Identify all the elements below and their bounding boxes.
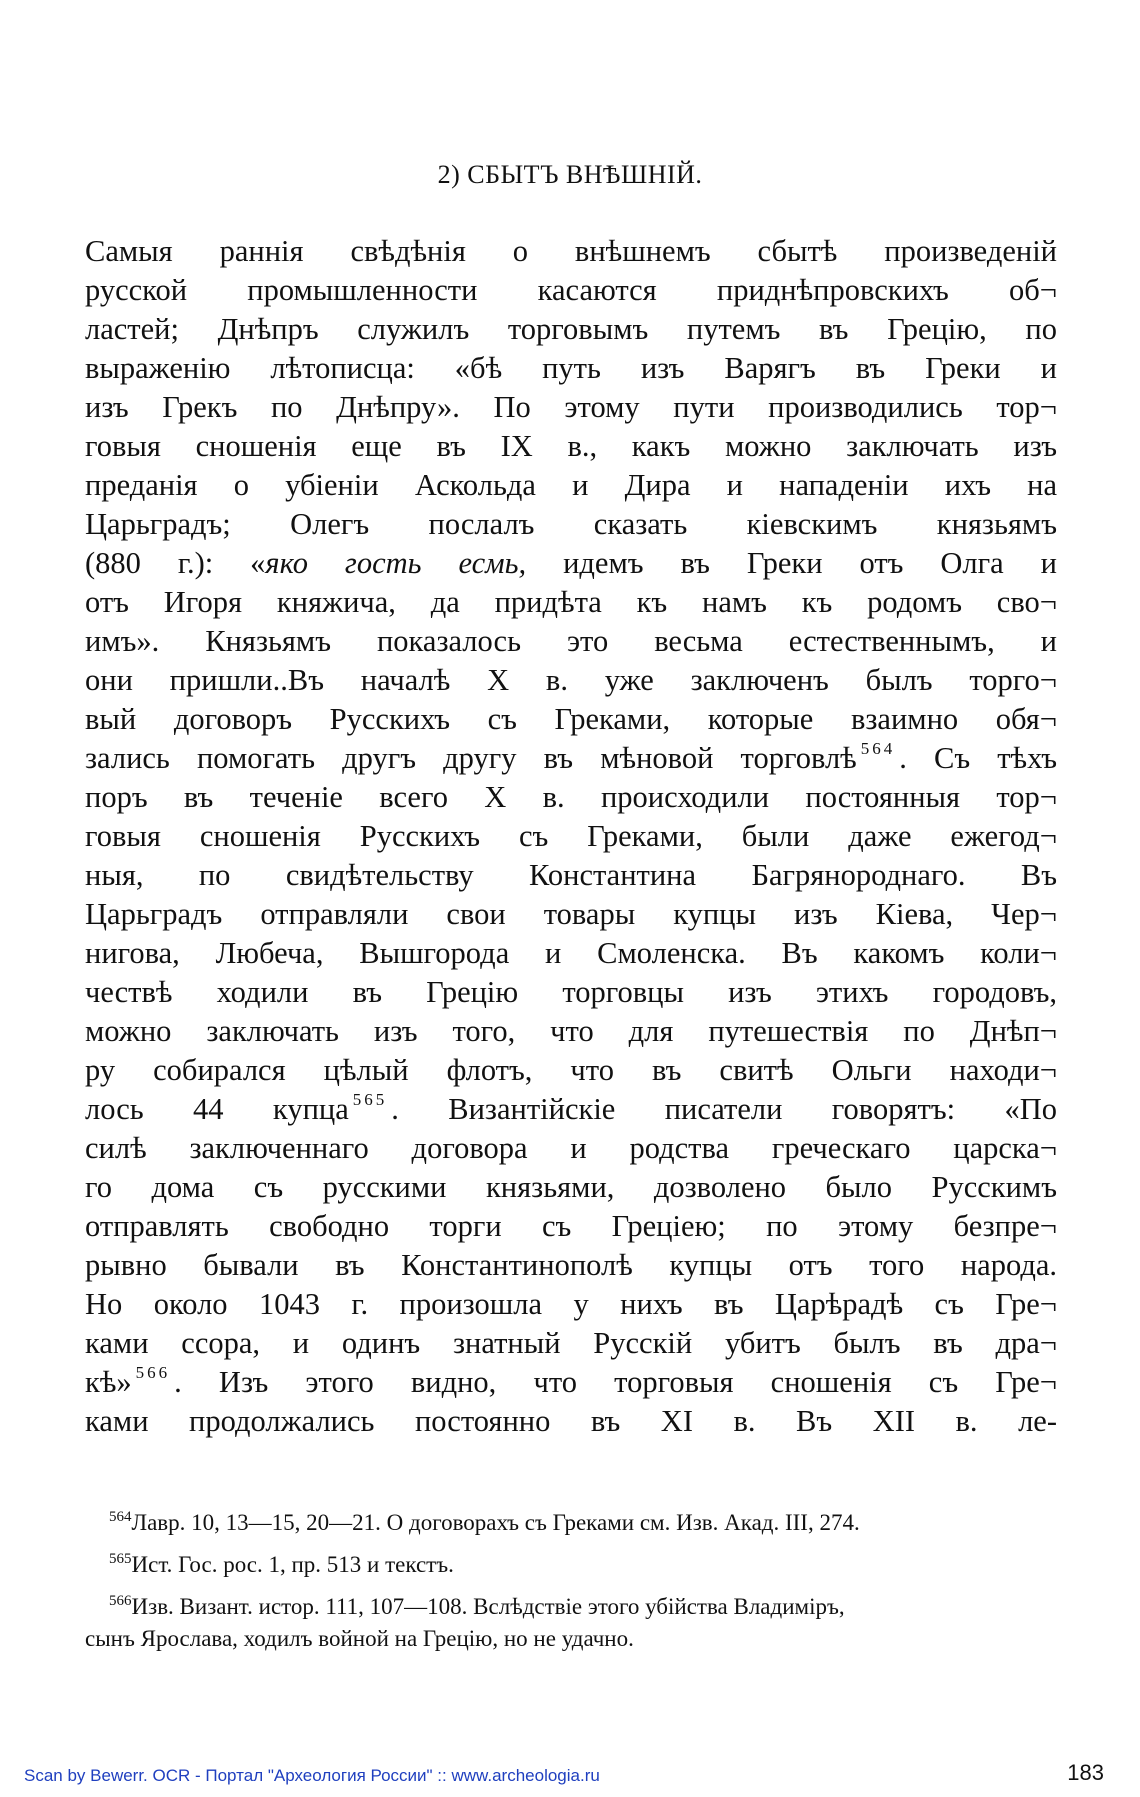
- text-line: Царьградъ отправляли свои товары купцы изъ Кіева, Чер¬: [85, 897, 1057, 931]
- text-line: ками ссора, и одинъ знатный Русскій убитъ былъ въ дра¬: [85, 1326, 1057, 1360]
- text-line: ками продолжались постоянно въ XI в. Въ XII в. ле-: [85, 1404, 1057, 1438]
- text-line: ныя, по свидѣтельству Константина Багрянороднаго. Въ: [85, 858, 1057, 892]
- footnote-ref[interactable]: 564: [860, 739, 896, 758]
- footnote-565: [85, 1549, 1057, 1581]
- text-fragment: лось 44 купца: [85, 1092, 349, 1126]
- text-line: [85, 1090, 1057, 1129]
- text-line: [85, 544, 1057, 583]
- page-number: 183: [1067, 1760, 1104, 1785]
- text-line: отправлять свободно торги съ Греціею; по этому безпре¬: [85, 1209, 1057, 1243]
- text-line: они пришли..Въ началѣ X в. уже заключенъ былъ торго¬: [85, 663, 1057, 697]
- text-line: силѣ заключеннаго договора и родства греческаго царска¬: [85, 1131, 1057, 1165]
- footnote-text-continued: сынъ Ярослава, ходилъ войной на Грецію, но не удачно.: [85, 1626, 634, 1651]
- text-line: [85, 739, 1057, 778]
- text-fragment: идемъ въ Греки отъ Олга и: [526, 546, 1057, 580]
- footnote-number: 564: [109, 1509, 132, 1525]
- footnote-text: Изв. Визант. истор. 111, 107—108. Вслѣдствіе этого убійства Владиміръ,: [131, 1594, 845, 1619]
- text-line: Самыя раннія свѣдѣнія о внѣшнемъ сбытѣ произведеній: [85, 234, 1057, 268]
- quote-italic: яко гость есмь,: [265, 546, 527, 580]
- footnote-number: 565: [109, 1551, 132, 1567]
- text-line: ру собирался цѣлый флотъ, что въ свитѣ Ольги находи¬: [85, 1053, 1057, 1087]
- text-line: рывно бывали въ Константинополѣ купцы отъ того народа.: [85, 1248, 1057, 1282]
- text-fragment: зались помогать другъ другу въ мѣновой торговлѣ: [85, 741, 857, 775]
- text-line: говыя сношенія Русскихъ съ Греками, были даже ежегод¬: [85, 819, 1057, 853]
- text-line: преданія о убіеніи Аскольда и Дира и нападеніи ихъ на: [85, 468, 1057, 502]
- text-line: русской промышленности касаются приднѣпровскихъ об¬: [85, 273, 1057, 307]
- footnote-text: Ист. Гос. рос. 1, пр. 513 и текстъ.: [131, 1552, 454, 1577]
- text-line: нигова, Любеча, Вышгорода и Смоленска. Въ какомъ коли¬: [85, 936, 1057, 970]
- text-fragment: (880 г.): «: [85, 546, 266, 580]
- footnote-566: [85, 1591, 1057, 1655]
- scan-credit-link[interactable]: Scan by Bewerr. OCR - Портал "Археология России" :: www.archeologia.ru: [24, 1766, 600, 1785]
- text-line: выраженію лѣтописца: «бѣ путь изъ Варягъ въ Греки и: [85, 351, 1057, 385]
- text-line: [85, 1363, 1057, 1402]
- footnote-number: 566: [109, 1593, 132, 1609]
- text-line: ластей; Днѣпръ служилъ торговымъ путемъ въ Грецію, по: [85, 312, 1057, 346]
- text-line: поръ въ теченіе всего X в. происходили постоянныя тор¬: [85, 780, 1057, 814]
- text-fragment: . Изъ этого видно, что торговыя сношенія съ Гре¬: [174, 1365, 1057, 1399]
- text-line: отъ Игоря княжича, да придѣта къ намъ къ родомъ сво¬: [85, 585, 1057, 619]
- footnote-564: [85, 1507, 1057, 1539]
- text-fragment: . Византійскіе писатели говорятъ: «По: [391, 1092, 1057, 1126]
- text-line: вый договоръ Русскихъ съ Греками, которые взаимно обя¬: [85, 702, 1057, 736]
- body-text: [85, 232, 1057, 1441]
- text-line: Но около 1043 г. произошла у нихъ въ Царѣрадѣ съ Гре¬: [85, 1287, 1057, 1321]
- text-line: можно заключать изъ того, что для путешествія по Днѣп¬: [85, 1014, 1057, 1048]
- text-fragment: кѣ»: [85, 1365, 132, 1399]
- text-line: говыя сношенія еще въ IX в., какъ можно заключать изъ: [85, 429, 1057, 463]
- footnote-ref[interactable]: 566: [135, 1363, 171, 1382]
- footnote-ref[interactable]: 565: [352, 1090, 388, 1109]
- text-fragment: . Съ тѣхъ: [899, 741, 1057, 775]
- text-line: го дома съ русскими князьями, дозволено было Русскимъ: [85, 1170, 1057, 1204]
- footnote-text: Лавр. 10, 13—15, 20—21. О договорахъ съ Греками см. Изв. Акад. III, 274.: [131, 1510, 860, 1535]
- text-line: Царьградъ; Олегъ послалъ сказать кіевскимъ князьямъ: [85, 507, 1057, 541]
- text-line: изъ Грекъ по Днѣпру». По этому пути производились тор¬: [85, 390, 1057, 424]
- footnotes: [85, 1507, 1057, 1665]
- text-line: чествѣ ходили въ Грецію торговцы изъ этихъ городовъ,: [85, 975, 1057, 1009]
- text-line: имъ». Князьямъ показалось это весьма естественнымъ, и: [85, 624, 1057, 658]
- section-heading: 2) СБЫТЪ ВНѢШНІЙ.: [437, 160, 703, 189]
